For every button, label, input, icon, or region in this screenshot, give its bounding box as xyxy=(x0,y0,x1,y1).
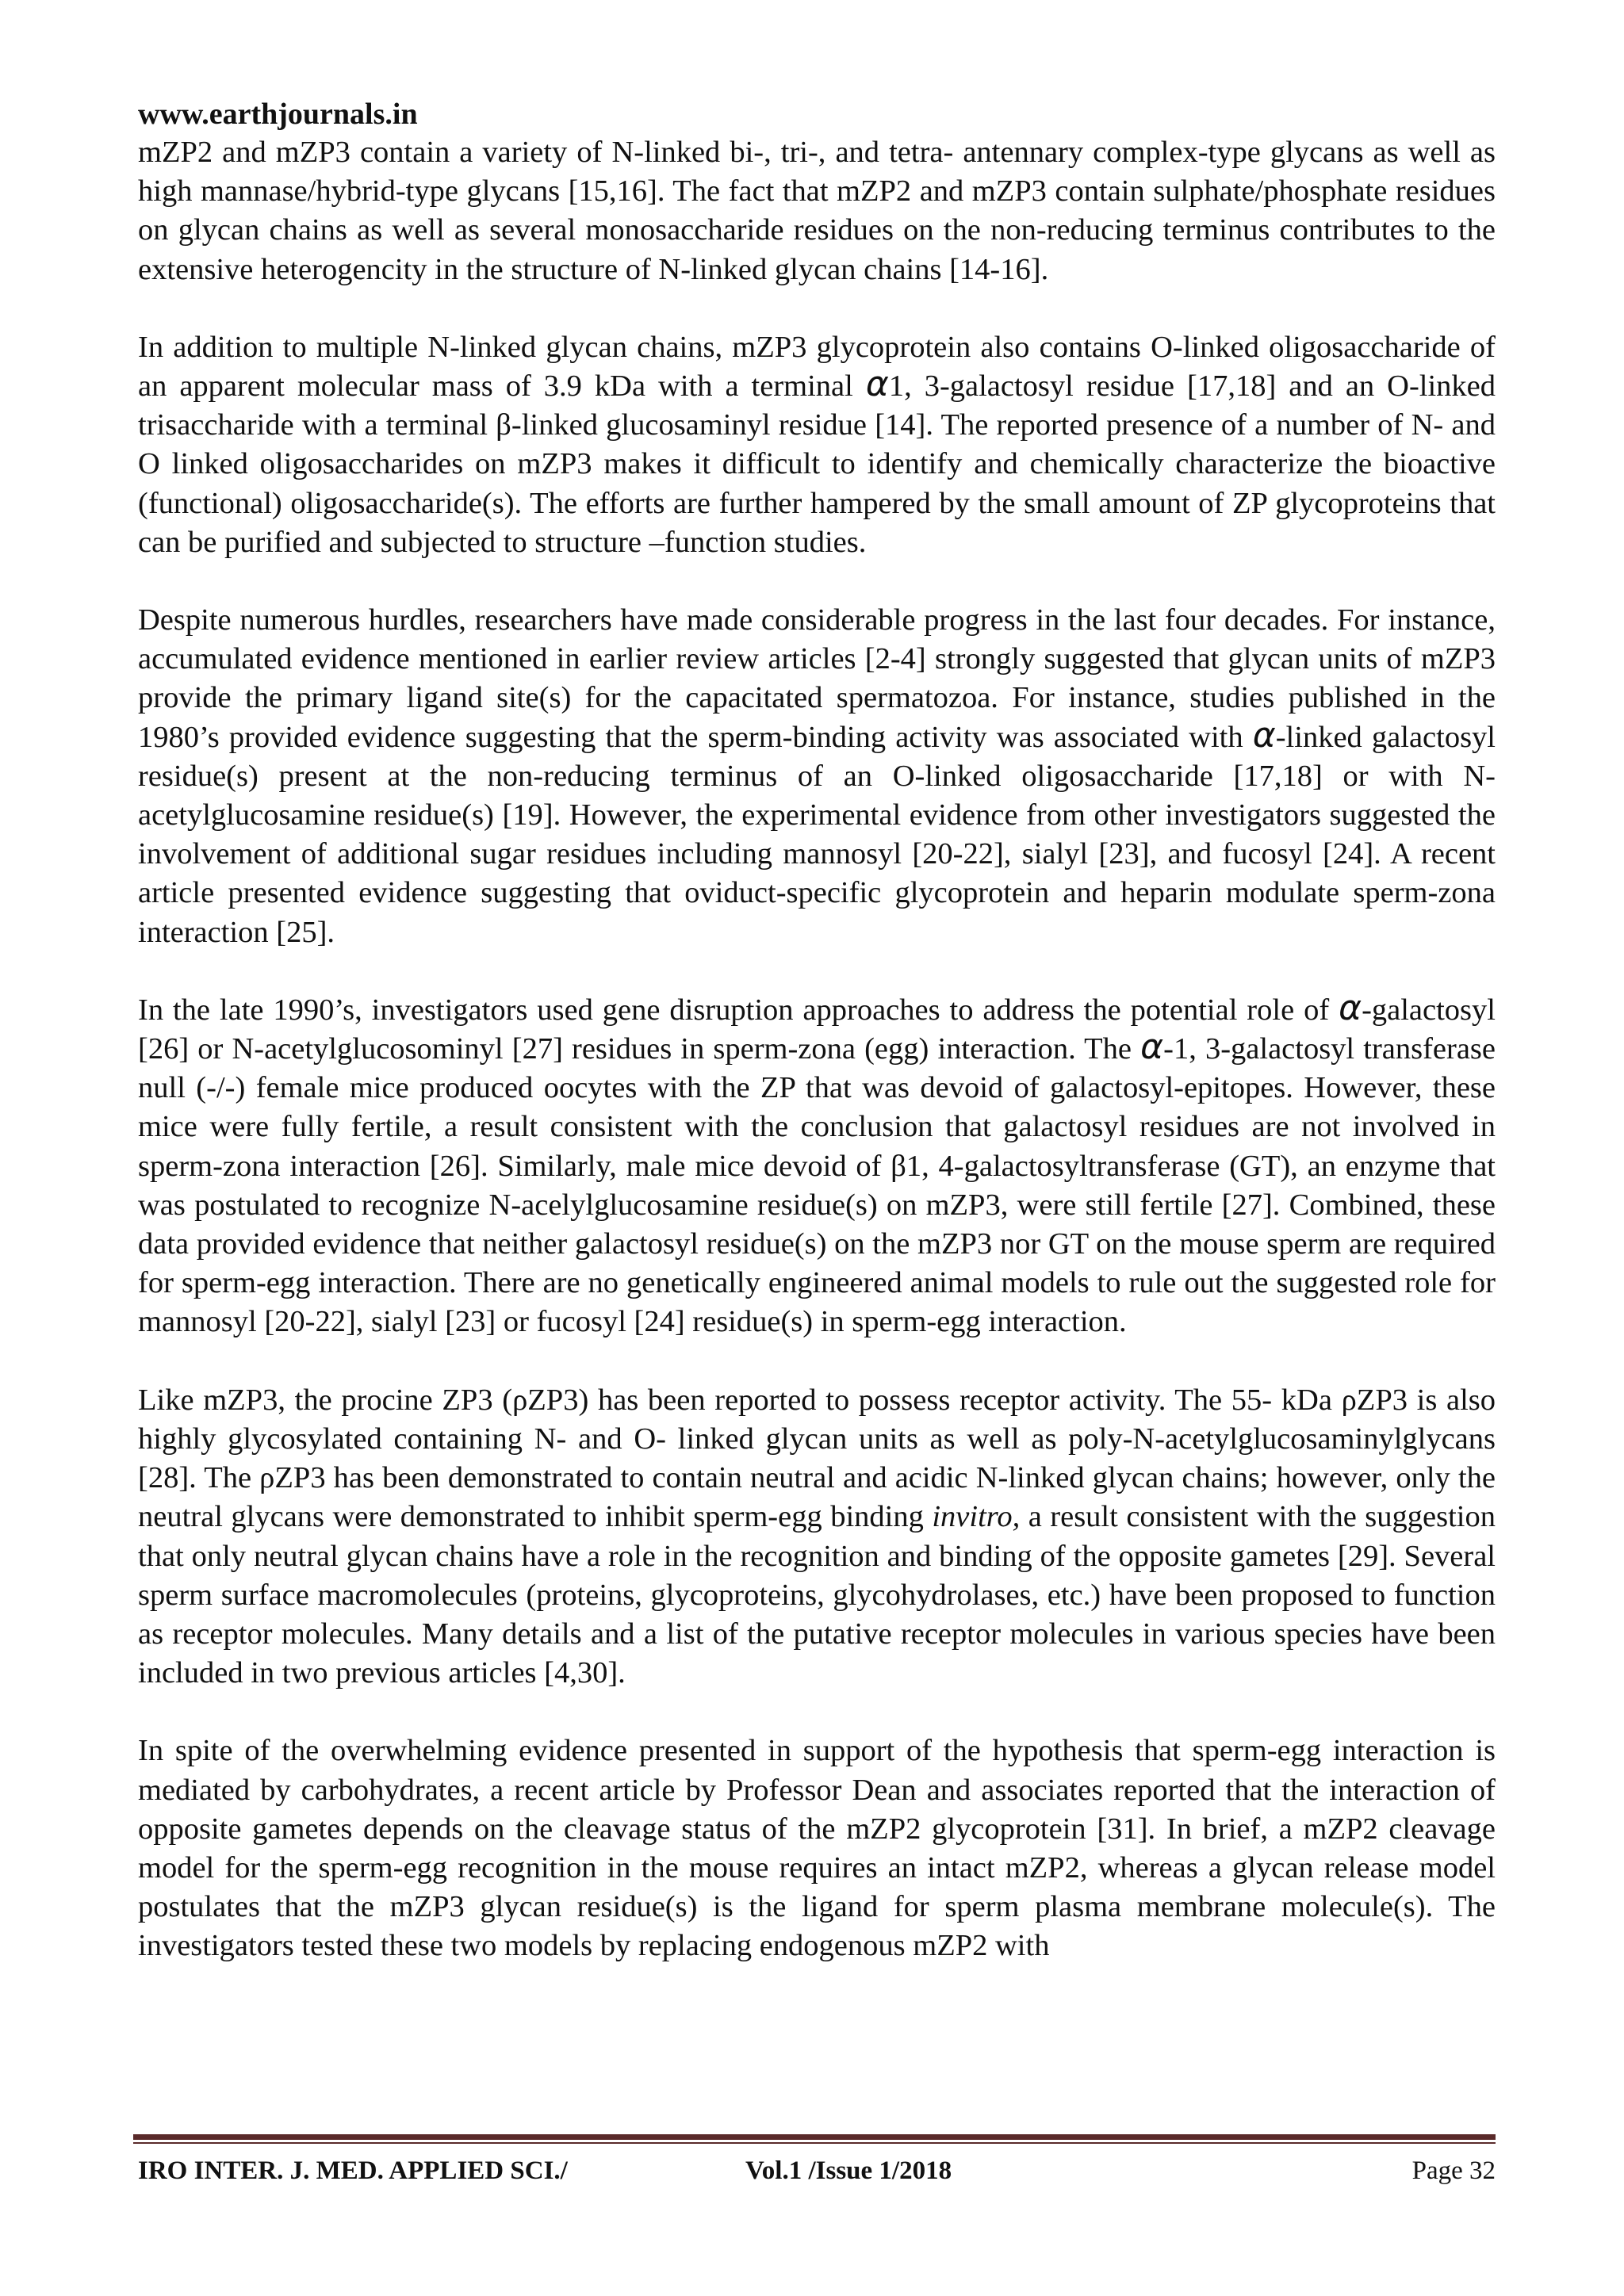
footer-page-number: Page 32 xyxy=(1411,2156,1496,2185)
paragraph xyxy=(138,1732,1496,1965)
footer-divider-thick xyxy=(133,2134,1496,2140)
footer-divider xyxy=(133,2134,1496,2145)
paragraph-text: mZP2 and mZP3 contain a variety of N-linked bi-, tri-, and tetra- antennary complex-type glycans as well as high mannase/hybrid-type glycans [15,16]. The fact that mZP2 and mZP3 contain sulphate/phosphate residues on glycan chains as well as several monosaccharide residues on the non-reducing terminus contributes to the extensive heterogencity in the structure of N-linked glycan chains [14-16]. xyxy=(138,136,1496,286)
paragraph-text: Despite numerous hurdles, researchers have made considerable progress in the last four decades. For instance, accumulated evidence mentioned in earlier review articles [2-4] strongly suggested that glycan units of mZP3 provide the primary ligand site(s) for the capacitated spermatozoa. For instance, studies published in the 1980’s provided evidence suggesting that the sperm-binding activity was associated with xyxy=(138,603,1496,754)
alpha-symbol: α xyxy=(1140,1027,1164,1068)
footer-volume: Vol.1 /Issue 1/2018 xyxy=(745,2156,952,2185)
paragraph-text: In the late 1990’s, investigators used gene disruption approaches to address the potential role of xyxy=(138,993,1339,1027)
paragraph xyxy=(138,987,1496,1342)
paragraph-text: -linked galactosyl residue(s) present at the non-reducing terminus of an O-linked oligosaccharide [17,18] or with N-acetylglucosamine residue(s) [19]. However, the experimental evidence from other investigators suggested the involvement of additional sugar residues including mannosyl [20-22], sialyl [23], and fucosyl [24]. A recent article presented evidence suggesting that oviduct-specific glycoprotein and heparin modulate sperm-zona interaction [25]. xyxy=(138,720,1496,949)
page-footer xyxy=(138,2153,1496,2188)
paragraph xyxy=(138,133,1496,289)
document-body xyxy=(138,95,1496,2005)
alpha-symbol: α xyxy=(1339,987,1362,1028)
paragraph xyxy=(138,601,1496,952)
alpha-symbol: α xyxy=(1252,714,1276,756)
paragraph xyxy=(138,1381,1496,1693)
paragraph-text: -galactosyl [26] or N-acetylglucosominyl [27] residues in sperm-zona (egg) interaction. The xyxy=(138,993,1496,1066)
paragraph xyxy=(138,328,1496,562)
paragraph-text: Like mZP3, the procine ZP3 (ρZP3) has been reported to possess receptor activity. The 55- kDa ρZP3 is also highly glycosylated containing N- and O- linked glycan units as well as poly-N-acetylglucosaminylglycans [28]. The ρZP3 has been demonstrated to contain neutral and acidic N-linked glycan chains; however, only the neutral glycans were demonstrated to inhibit sperm-egg binding xyxy=(138,1383,1496,1534)
paragraph-text: 1, 3-galactosyl residue [17,18] and an O-linked trisaccharide with a terminal β-linked glucosaminyl residue [14]. The reported presence of a number of N- and O linked oligosaccharides on mZP3 makes it difficult to identify and chemically characterize the bioactive (functional) oligosaccharide(s). The efforts are further hampered by the small amount of ZP glycoproteins that can be purified and subjected to structure –function studies. xyxy=(138,369,1496,559)
footer-journal: IRO INTER. J. MED. APPLIED SCI./ xyxy=(138,2156,568,2185)
paragraph-text: a result consistent with the suggestion that only neutral glycan chains have a role in the recognition and binding of the opposite gametes [29]. Several sperm surface macromolecules (proteins, glycoproteins, glycohydrolases, etc.) have been proposed to function as receptor molecules. Many details and a list of the putative receptor molecules in various species have been included in two previous articles [4,30]. xyxy=(138,1500,1496,1690)
paragraph-text: In spite of the overwhelming evidence presented in support of the hypothesis that sperm-egg interaction is mediated by carbohydrates, a recent article by Professor Dean and associates reported that the interaction of opposite gametes depends on the cleavage status of the mZP2 glycoprotein [31]. In brief, a mZP2 cleavage model for the sperm-egg recognition in the mouse requires an intact mZP2, whereas a glycan release model postulates that the mZP3 glycan residue(s) is the ligand for sperm plasma membrane molecule(s). The investigators tested these two models by replacing endogenous mZP2 with xyxy=(138,1734,1496,1963)
alpha-symbol: α xyxy=(865,364,889,405)
italic-term: invitro, xyxy=(932,1500,1021,1534)
paragraph-text: -1, 3-galactosyl transferase null (-/-) female mice produced oocytes with the ZP that was devoid of galactosyl-epitopes. However, these mice were fully fertile, a result consistent with the conclusion that galactosyl residues are not involved in sperm-zona interaction [26]. Similarly, male mice devoid of β1, 4-galactosyltransferase (GT), an enzyme that was postulated to recognize N-acelylglucosamine residue(s) on mZP3, were still fertile [27]. Combined, these data provided evidence that neither galactosyl residue(s) on the mZP3 nor GT on the mouse sperm are required for sperm-egg interaction. There are no genetically engineered animal models to rule out the suggested role for mannosyl [20-22], sialyl [23] or fucosyl [24] residue(s) in sperm-egg interaction. xyxy=(138,1032,1496,1339)
site-url[interactable]: www.earthjournals.in xyxy=(138,98,418,131)
paragraph-text: In addition to multiple N-linked glycan chains, mZP3 glycoprotein also contains O-linked oligosaccharide of an apparent molecular mass of 3.9 kDa with a terminal xyxy=(138,330,1496,404)
footer-divider-thin xyxy=(133,2142,1496,2144)
